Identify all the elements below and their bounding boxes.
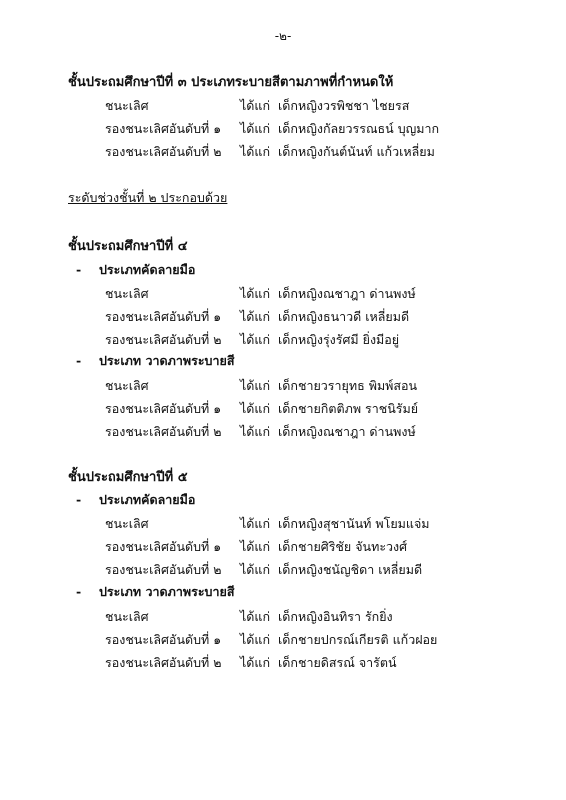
result-row (0, 119, 566, 139)
got-label: ได้แก่ (240, 562, 271, 577)
category-label: ประเภท วาดภาพระบายสี (99, 353, 235, 368)
grade5-heading: ชั้นประถมศึกษาปีที่ ๕ (68, 470, 188, 485)
result-row (0, 376, 566, 396)
rank-label: รองชนะเลิศอันดับที่ ๑ (105, 309, 222, 324)
rank-label: รองชนะเลิศอันดับที่ ๒ (105, 332, 222, 347)
category-drawing (76, 582, 234, 602)
grade4-heading: ชั้นประถมศึกษาปีที่ ๔ (68, 239, 188, 254)
got-label: ได้แก่ (240, 286, 271, 301)
rank-label: ชนะเลิศ (105, 286, 149, 301)
category-label: ประเภทคัดลายมือ (99, 492, 196, 507)
category-handwriting (76, 490, 195, 510)
result-row (0, 284, 566, 304)
rank-label: รองชนะเลิศอันดับที่ ๑ (105, 632, 222, 647)
result-row (0, 307, 566, 327)
rank-label: รองชนะเลิศอันดับที่ ๑ (105, 539, 222, 554)
rank-label: ชนะเลิศ (105, 516, 149, 531)
bullet-dash: - (76, 584, 82, 599)
result-row (0, 142, 566, 162)
got-label: ได้แก่ (240, 655, 271, 670)
got-label: ได้แก่ (240, 121, 271, 136)
rank-label: รองชนะเลิศอันดับที่ ๒ (105, 655, 222, 670)
page-number: -๒- (274, 29, 292, 43)
bullet-dash: - (76, 492, 82, 507)
winner-name: เด็กชายวรายุทธ พิมพ์สอน (278, 378, 418, 393)
got-label: ได้แก่ (240, 539, 271, 554)
category-label: ประเภท วาดภาพระบายสี (99, 584, 235, 599)
got-label: ได้แก่ (240, 609, 271, 624)
rank-label: รองชนะเลิศอันดับที่ ๑ (105, 401, 222, 416)
result-row (0, 422, 566, 442)
result-row (0, 514, 566, 534)
winner-name: เด็กชายดิสรณ์ จารัตน์ (278, 655, 397, 670)
result-row (0, 537, 566, 557)
got-label: ได้แก่ (240, 401, 271, 416)
winner-name: เด็กหญิงณชาฎา ด่านพงษ์ (278, 424, 416, 439)
result-row (0, 560, 566, 580)
winner-name: เด็กหญิงณชาฎา ด่านพงษ์ (278, 286, 416, 301)
got-label: ได้แก่ (240, 309, 271, 324)
result-row (0, 607, 566, 627)
bullet-dash: - (76, 353, 82, 368)
result-row (0, 330, 566, 350)
winner-name: เด็กหญิงสุชานันท์ พโยมแจ่ม (278, 516, 430, 531)
got-label: ได้แก่ (240, 424, 271, 439)
rank-label: รองชนะเลิศอันดับที่ ๒ (105, 144, 222, 159)
rank-label: รองชนะเลิศอันดับที่ ๒ (105, 562, 222, 577)
result-row (0, 96, 566, 116)
level-subtitle: ระดับช่วงชั้นที่ ๒ ประกอบด้วย (68, 190, 228, 205)
winner-name: เด็กหญิงกัลยวรรณธน์ บุญมาก (278, 121, 440, 136)
rank-label: รองชนะเลิศอันดับที่ ๑ (105, 121, 222, 136)
got-label: ได้แก่ (240, 98, 271, 113)
result-row (0, 653, 566, 673)
got-label: ได้แก่ (240, 332, 271, 347)
bullet-dash: - (76, 262, 82, 277)
rank-label: ชนะเลิศ (105, 609, 149, 624)
winner-name: เด็กชายปกรณ์เกียรติ แก้วฝอย (278, 632, 438, 647)
rank-label: ชนะเลิศ (105, 378, 149, 393)
winner-name: เด็กชายกิตติภพ ราชนิรัมย์ (278, 401, 419, 416)
got-label: ได้แก่ (240, 516, 271, 531)
category-label: ประเภทคัดลายมือ (99, 262, 196, 277)
result-row (0, 399, 566, 419)
winner-name: เด็กหญิงชนัญชิดา เหลี่ยมดี (278, 562, 423, 577)
rank-label: ชนะเลิศ (105, 98, 149, 113)
winner-name: เด็กหญิงธนาวดี เหลี่ยมดี (278, 309, 410, 324)
got-label: ได้แก่ (240, 378, 271, 393)
grade3-heading: ชั้นประถมศึกษาปีที่ ๓ ประเภทระบายสีตามภาพที่กำหนดให้ (68, 75, 394, 90)
winner-name: เด็กหญิงวรพิชชา ไชยรส (278, 98, 410, 113)
result-row (0, 630, 566, 650)
got-label: ได้แก่ (240, 632, 271, 647)
category-handwriting (76, 260, 195, 280)
winner-name: เด็กหญิงอินทิรา รักยิ่ง (278, 609, 393, 624)
winner-name: เด็กชายศิริชัย จันทะวงศ์ (278, 539, 408, 554)
winner-name: เด็กหญิงกันต์นันท์ แก้วเหลี่ยม (278, 144, 435, 159)
rank-label: รองชนะเลิศอันดับที่ ๒ (105, 424, 222, 439)
winner-name: เด็กหญิงรุ่งรัศมี ยิ่งมีอยู่ (278, 332, 400, 347)
category-drawing (76, 351, 234, 371)
got-label: ได้แก่ (240, 144, 271, 159)
